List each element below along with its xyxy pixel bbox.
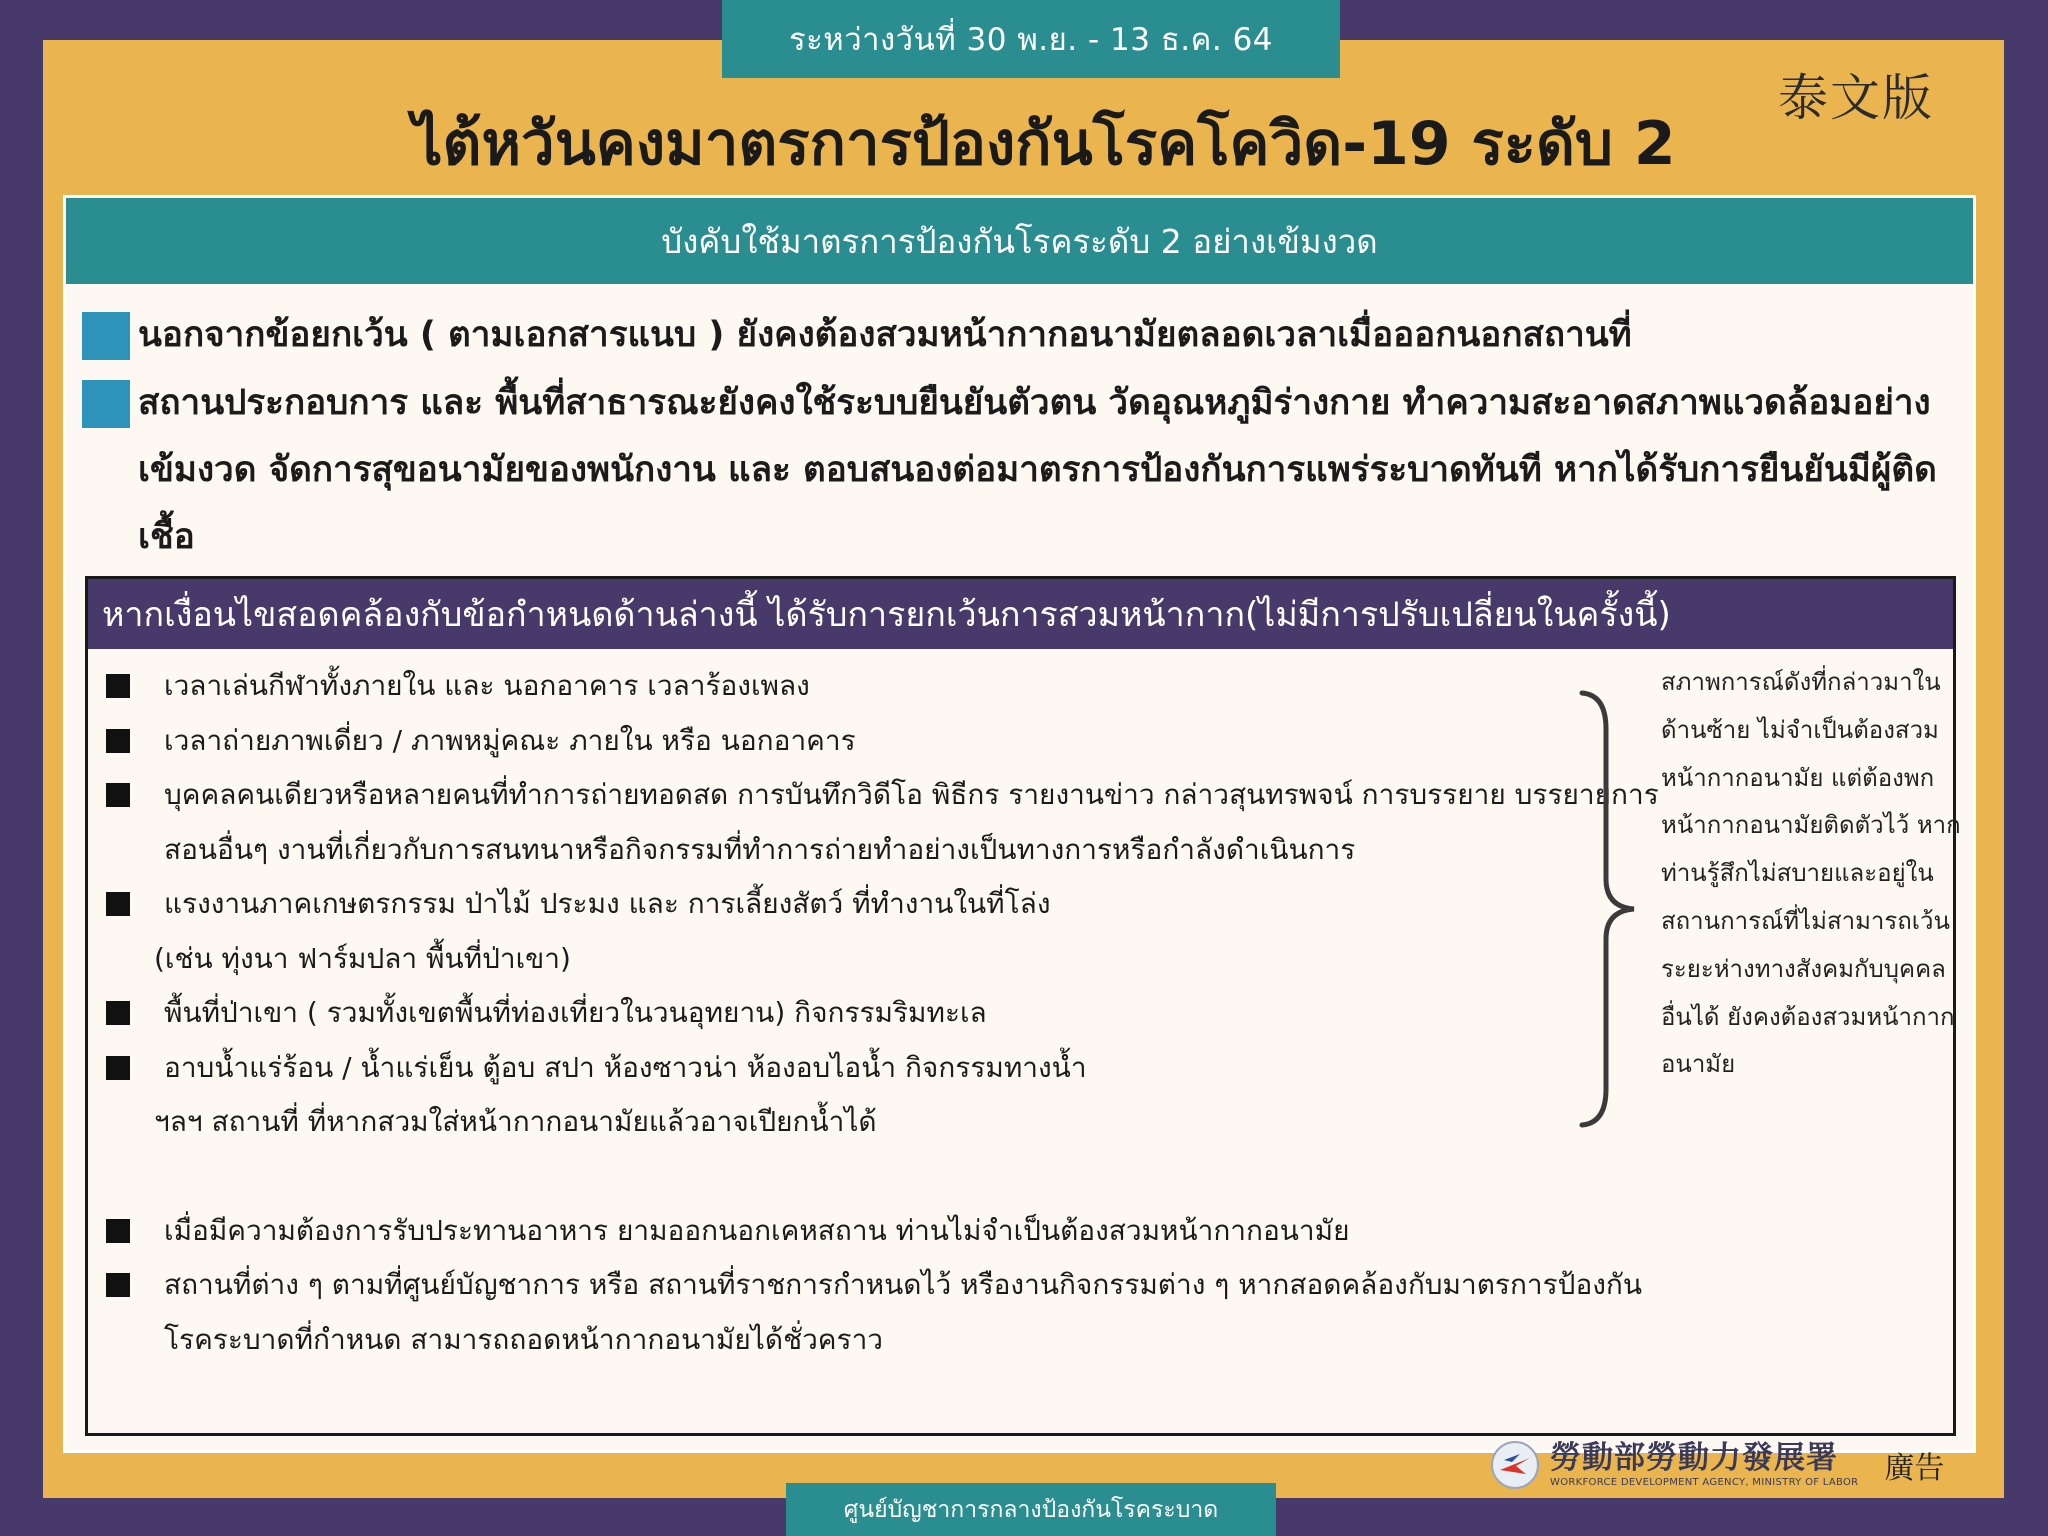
list-item	[104, 1041, 1674, 1150]
list-item-text: เมื่อมีความต้องการรับประทานอาหาร ยามออกนอกเคหสถาน ท่านไม่จำเป็นต้องสวมหน้ากากอนามัย	[164, 1213, 1350, 1247]
key-point	[82, 370, 1962, 571]
agency-name-cn: 勞動部勞動力發展署	[1550, 1439, 1838, 1476]
exemption-list	[104, 659, 1674, 1367]
footer-banner: ศูนย์บัญชาการกลางป้องกันโรคระบาด	[786, 1483, 1276, 1536]
list-item-text: แรงงานภาคเกษตรกรรม ป่าไม้ ประมง และ การเลี้ยงสัตว์ ที่ทำงานในที่โล่ง	[164, 887, 1051, 920]
key-point	[82, 302, 1962, 369]
black-square-bullet-icon	[106, 1001, 130, 1025]
exemption-header: หากเงื่อนไขสอดคล้องกับข้อกำหนดด้านล่างนี้ ได้รับการยกเว้นการสวมหน้ากาก(ไม่มีการปรับเปลี่ยนในครั้งนี้)	[88, 579, 1953, 649]
agency-branding	[1490, 1440, 1944, 1490]
list-item	[104, 1258, 1674, 1367]
key-point-text: นอกจากข้อยกเว้น ( ตามเอกสารแนบ ) ยังคงต้องสวมหน้ากากอนามัยตลอดเวลาเมื่อออกนอกสถานที่	[138, 315, 1632, 355]
curly-brace-icon	[1578, 689, 1638, 1129]
ad-label: 廣告	[1884, 1451, 1945, 1486]
black-square-bullet-icon	[106, 1273, 130, 1297]
list-item-text: อาบน้ำแร่ร้อน / น้ำแร่เย็น ตู้อบ สปา ห้องซาวน่า ห้องอบไอน้ำ กิจกรรมทางน้ำ	[164, 1050, 1087, 1084]
side-note: สภาพการณ์ดังที่กล่าวมาในด้านซ้าย ไม่จำเป็นต้องสวมหน้ากากอนามัย แต่ต้องพกหน้ากากอนามัยติดตัวไว้ หากท่านรู้สึกไม่สบายและอยู่ในสถานการณ์ที่ไม่สามารถเว้นระยะห่างทางสังคมกับบุคคลอื่นได้ ยังคงต้องสวมหน้ากากอนามัย	[1661, 668, 1961, 1079]
black-square-bullet-icon	[106, 892, 130, 916]
agency-name-en: WORKFORCE DEVELOPMENT AGENCY, MINISTRY OF LABOR	[1550, 1476, 1859, 1488]
square-bullet-icon	[82, 312, 130, 360]
list-item-text: พื้นที่ป่าเขา ( รวมทั้งเขตพื้นที่ท่องเที่ยวในวนอุทยาน) กิจกรรมริมทะเล	[164, 996, 987, 1029]
list-item-text: เวลาเล่นกีฬาทั้งภายใน และ นอกอาคาร เวลาร้องเพลง	[164, 669, 810, 702]
subtitle-bar: บังคับใช้มาตรการป้องกันโรคระดับ 2 อย่างเข้มงวด	[66, 198, 1973, 284]
list-item-continuation: ฯลฯ สถานที่ ที่หากสวมใส่หน้ากากอนามัยแล้วอาจเปียกน้ำได้	[154, 1105, 877, 1138]
list-item-text: เวลาถ่ายภาพเดี่ยว / ภาพหมู่คณะ ภายใน หรือ นอกอาคาร	[164, 723, 856, 757]
list-item	[104, 714, 1674, 769]
list-item	[104, 659, 1674, 714]
language-tag: 泰文版	[1778, 69, 1934, 127]
black-square-bullet-icon	[106, 1056, 130, 1080]
agency-logo-icon	[1490, 1440, 1540, 1490]
date-banner: ระหว่างวันที่ 30 พ.ย. - 13 ธ.ค. 64	[722, 0, 1340, 78]
list-item	[104, 768, 1674, 877]
key-point-text: สถานประกอบการ และ พื้นที่สาธารณะยังคงใช้ระบบยืนยันตัวตน วัดอุณหภูมิร่างกาย ทำความสะอาดสภาพแวดล้อมอย่างเข้มงวด จัดการสุขอนามัยของพนักงาน และ ตอบสนองต่อมาตรการป้องกันการแพร่ระบาดทันที หากได้รับการยืนยันมีผู้ติดเชื้อ	[138, 383, 1937, 557]
content-panel	[63, 195, 1976, 1453]
key-points	[82, 302, 1962, 571]
exemption-box	[85, 576, 1961, 1436]
list-item-text: สถานที่ต่าง ๆ ตามที่ศูนย์บัญชาการ หรือ สถานที่ราชการกำหนดไว้ หรืองานกิจกรรมต่าง ๆ หากสอดคล้องกับมาตรการป้องกันโรคระบาดที่กำหนด สามารถถอดหน้ากากอนามัยได้ชั่วคราว	[164, 1268, 1643, 1356]
list-item	[104, 986, 1674, 1041]
page-title: ไต้หวันคงมาตรการป้องกันโรคโควิด-19 ระดับ 2	[412, 109, 1676, 179]
square-bullet-icon	[82, 380, 130, 428]
black-square-bullet-icon	[106, 674, 130, 698]
list-item	[104, 877, 1674, 986]
black-square-bullet-icon	[106, 729, 130, 753]
list-item	[104, 1204, 1674, 1259]
list-item-text: บุคคลคนเดียวหรือหลายคนที่ทำการถ่ายทอดสด การบันทึกวิดีโอ พิธีกร รายงานข่าว กล่าวสุนทรพจน์ การบรรยาย บรรยายการสอนอื่นๆ งานที่เกี่ยวกับการสนทนาหรือกิจกรรมที่ทำการถ่ายทำอย่างเป็นทางการหรือกำลังดำเนินการ	[164, 778, 1659, 866]
black-square-bullet-icon	[106, 783, 130, 807]
list-item-continuation: (เช่น ทุ่งนา ฟาร์มปลา พื้นที่ป่าเขา)	[154, 941, 571, 975]
black-square-bullet-icon	[106, 1219, 130, 1243]
